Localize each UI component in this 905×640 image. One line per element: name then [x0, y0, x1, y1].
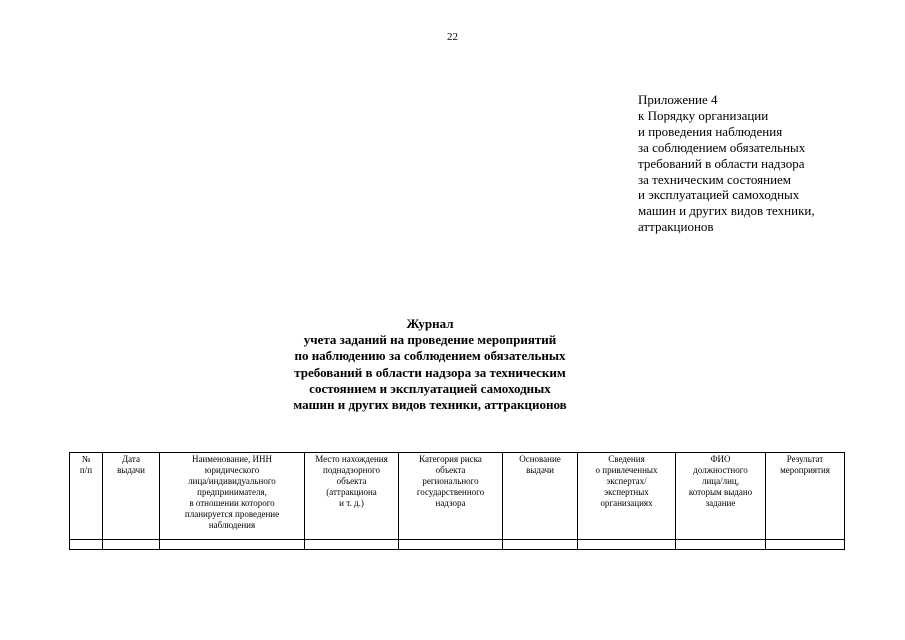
- title-line: состоянием и эксплуатацией самоходных: [309, 380, 551, 396]
- appendix-line: и проведения наблюдения: [638, 123, 783, 139]
- table-cell: [70, 540, 103, 550]
- appendix-line: и эксплуатацией самоходных: [638, 187, 800, 203]
- appendix-line: к Порядку организации: [638, 107, 769, 123]
- appendix-line: Приложение 4: [638, 92, 718, 107]
- col-header-issue-date: Дата выдачи: [103, 453, 160, 540]
- appendix-line: машин и других видов техники,: [638, 203, 815, 219]
- table-cell: [103, 540, 160, 550]
- appendix-line: за соблюдением обязательных: [638, 139, 806, 155]
- appendix-line: аттракционов: [638, 219, 714, 235]
- col-header-object-location: Место нахождения поднадзорного объекта (аттракциона и т. д.): [305, 453, 399, 540]
- appendix-line: за техническим состоянием: [638, 171, 792, 187]
- col-header-risk-category: Категория риска объекта регионального государственного надзора: [399, 453, 503, 540]
- table-cell: [305, 540, 399, 550]
- table-cell: [766, 540, 845, 550]
- col-header-official-name: ФИО должностного лица/лиц, которым выдано задание: [676, 453, 766, 540]
- table-cell: [399, 540, 503, 550]
- appendix-line: требований в области надзора: [638, 155, 805, 171]
- table-row: [70, 540, 845, 550]
- table-cell: [676, 540, 766, 550]
- title-line: по наблюдению за соблюдением обязательных: [294, 348, 566, 364]
- title-line: учета заданий на проведение мероприятий: [303, 332, 557, 348]
- title-line: требований в области надзора за техническим: [294, 364, 566, 380]
- journal-table: [69, 452, 845, 550]
- appendix-note: [638, 92, 878, 235]
- col-header-result: Результат мероприятия: [766, 453, 845, 540]
- table-cell: [503, 540, 578, 550]
- title-line: Журнал: [406, 316, 454, 331]
- col-header-issue-basis: Основание выдачи: [503, 453, 578, 540]
- journal-title: [215, 316, 645, 413]
- table-header-row: [70, 453, 845, 540]
- table-cell: [160, 540, 305, 550]
- title-line: машин и других видов техники, аттракционов: [293, 397, 567, 413]
- col-header-entity-name: Наименование, ИНН юридического лица/индивидуального предпринимателя, в отношении которого планируется проведение наблюдения: [160, 453, 305, 540]
- col-header-number: № п/п: [70, 453, 103, 540]
- col-header-experts-info: Сведения о привлеченных экспертах/ экспертных организациях: [578, 453, 676, 540]
- table-cell: [578, 540, 676, 550]
- page-number: 22: [447, 31, 458, 43]
